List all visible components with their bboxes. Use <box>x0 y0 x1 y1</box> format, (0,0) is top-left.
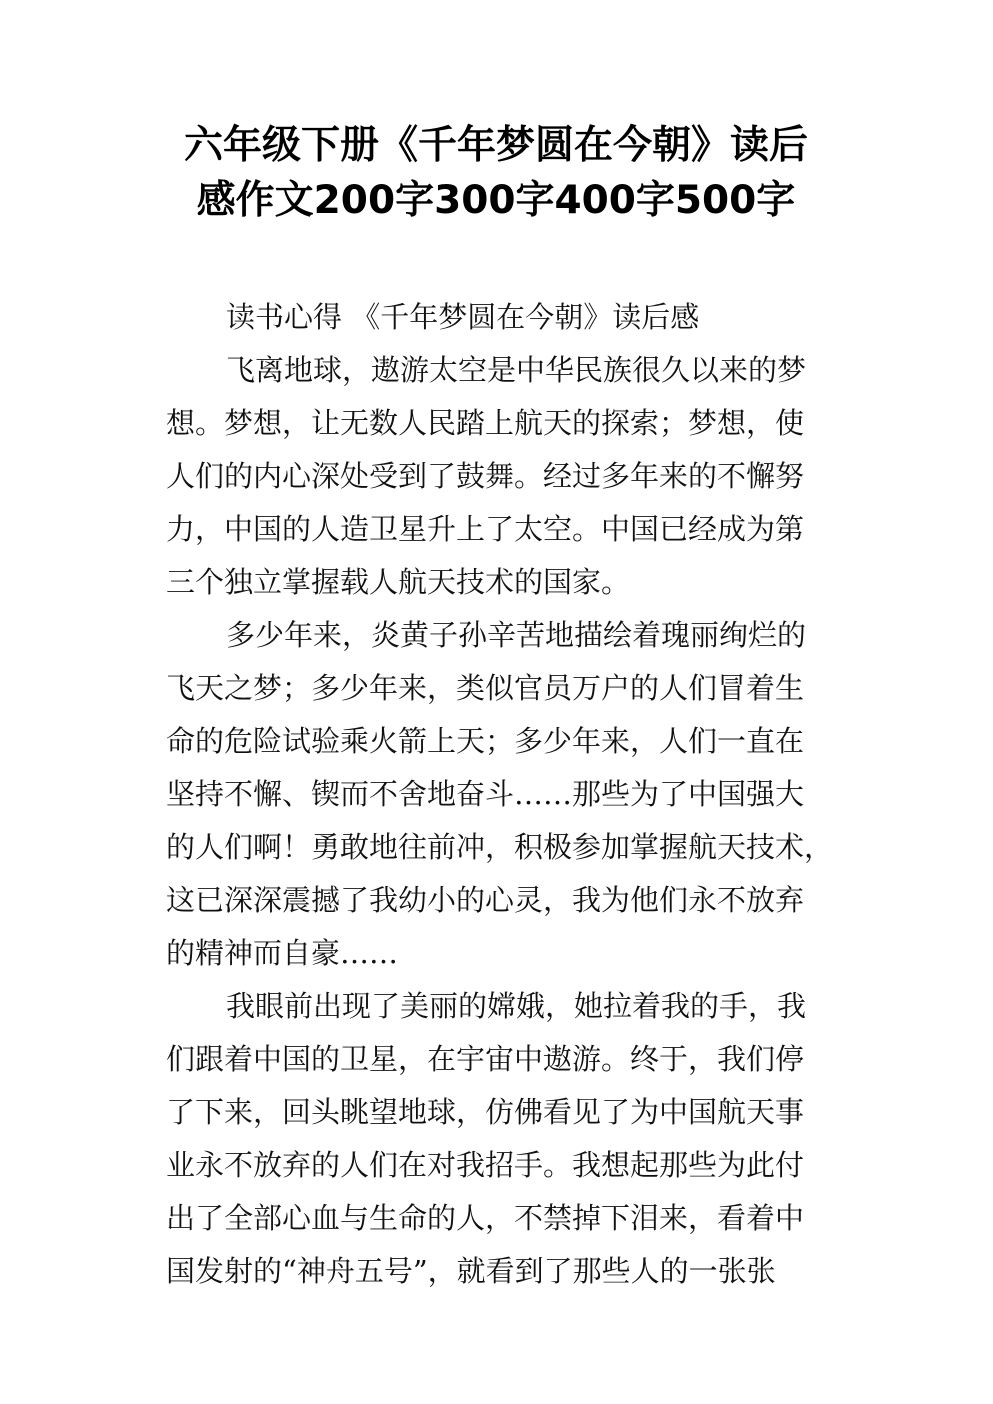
text-line: 们跟着中国的卫星，在宇宙中遨游。终于，我们停 <box>166 1042 805 1076</box>
text-line: 的精神而自豪…… <box>166 936 399 970</box>
text-line: 三个独立掌握载人航天技术的国家。 <box>166 565 631 599</box>
text-line: 力，中国的人造卫星升上了太空。中国已经成为第 <box>166 512 805 546</box>
text-line: 人们的内心深处受到了鼓舞。经过多年来的不懈努 <box>166 459 805 493</box>
text-line: 出了全部心血与生命的人，不禁掉下泪来，看着中 <box>166 1201 805 1235</box>
paragraph-1 <box>166 344 834 609</box>
title-line: 六年级下册《千年梦圆在今朝》读后 <box>183 123 808 168</box>
document-title <box>96 118 896 228</box>
text-line: 想。梦想，让无数人民踏上航天的探索；梦想，使 <box>166 406 805 440</box>
text-line: 飞天之梦；多少年来，类似官员万户的人们冒着生 <box>166 671 805 705</box>
text-line: 国发射的“神舟五号”，就看到了那些人的一张张 <box>166 1254 776 1288</box>
paragraph-2 <box>166 609 834 980</box>
title-line: 感作文200字300字400字500字 <box>196 178 796 223</box>
text-line: 命的危险试验乘火箭上天；多少年来，人们一直在 <box>166 724 805 758</box>
text-line: 这已深深震撼了我幼小的心灵，我为他们永不放弃 <box>166 883 805 917</box>
text-line: 业永不放弃的人们在对我招手。我想起那些为此付 <box>166 1148 805 1182</box>
text-line: 的人们啊！勇敢地往前冲，积极参加掌握航天技术， <box>166 830 834 864</box>
paragraph-3 <box>166 980 834 1298</box>
text-line: 坚持不懈、锲而不舍地奋斗……那些为了中国强大 <box>166 777 805 811</box>
text-line: 了下来，回头眺望地球，仿佛看见了为中国航天事 <box>166 1095 805 1129</box>
subtitle-line: 读书心得 《千年梦圆在今朝》读后感 <box>226 300 700 334</box>
text-line: 我眼前出现了美丽的嫦娥，她拉着我的手，我 <box>226 989 807 1023</box>
text-line: 多少年来，炎黄子孙辛苦地描绘着瑰丽绚烂的 <box>226 618 807 652</box>
text-line: 飞离地球，遨游太空是中华民族很久以来的梦 <box>226 353 807 387</box>
document-body <box>166 291 834 1298</box>
